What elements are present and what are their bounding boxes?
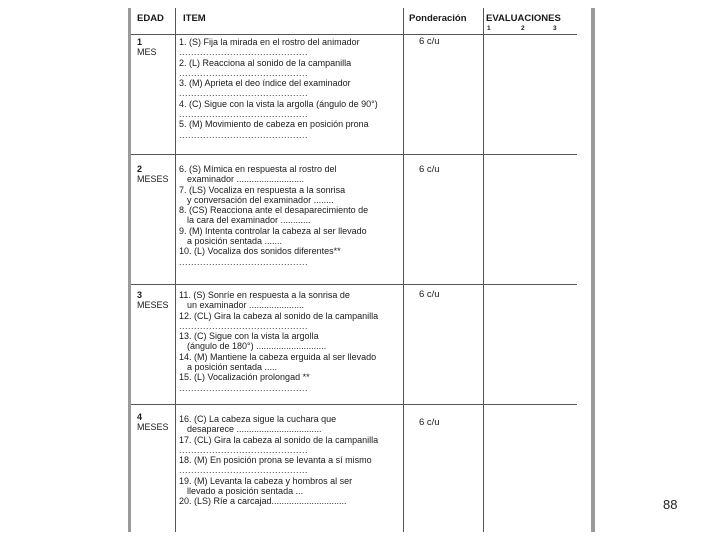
item-text: 4. (C) Sigue con la vista la argolla (ángulo de 90°) [179,98,378,109]
item-continuation: un examinador ...................... [187,300,305,311]
row-divider [131,404,577,405]
item-dots: ........................................... [179,109,309,120]
item-dots: ........................................... [179,47,309,58]
item-list [179,164,404,267]
item-text: 18. (M) En posición prona se levanta a sí mismo [179,455,372,466]
item-entry [179,435,404,456]
item-text: 8. (CS) Reacciona ante el desaparecimiento de [179,205,369,216]
item-entry [179,164,404,185]
item-entry [179,352,404,373]
item-dots: ........................................... [179,382,309,393]
item-text: 16. (C) La cabeza sigue la cuchara que [179,414,337,424]
item-text: 1. (S) Fija la mirada en el rostro del animador [179,37,360,47]
item-text: 11. (S) Sonríe en respuesta a la sonrisa de [179,290,350,300]
column-divider-ponderacion [483,8,484,532]
weight-cell: 6 c/u [419,289,440,300]
item-continuation: desaparece .................................. [187,424,322,435]
item-text: 17. (CL) Gira la cabeza al sonido de la campanilla [179,434,379,445]
item-list [179,414,404,507]
age-unit: MESES [137,174,169,184]
item-entry [179,496,404,506]
item-continuation: y conversación del examinador ........ [187,194,334,205]
item-dots: ........................................... [179,320,309,331]
item-continuation: a posición sentada ..... [187,362,278,373]
item-text: 19. (M) Levanta la cabeza y hombros al ser [179,475,353,486]
weight-cell: 6 c/u [419,164,440,175]
age-cell [137,37,157,57]
header-evaluaciones: EVALUACIONES [486,13,561,24]
header-ponderacion: Ponderación [409,13,467,24]
age-number: 2 [137,164,143,174]
age-number: 1 [137,37,143,47]
item-continuation: examinador ........................... [187,174,305,185]
item-text: 10. (L) Vocaliza dos sonidos diferentes** [179,246,341,257]
item-dots: ........................................... [179,256,309,267]
item-continuation: la cara del examinador ............ [187,215,311,226]
item-text: 6. (S) Mímica en respuesta al rostro del [179,164,337,174]
item-entry [179,311,404,332]
age-cell [137,412,169,432]
item-entry [179,37,404,58]
age-unit: MESES [137,300,169,310]
development-scale-sheet [128,8,595,532]
age-number: 3 [137,290,143,300]
item-entry [179,290,404,311]
item-entry [179,99,404,120]
item-entry [179,58,404,79]
item-entry [179,185,404,206]
item-text: 12. (CL) Gira la cabeza al sonido de la campanilla [179,310,379,321]
item-continuation: (ángulo de 180°) ............................ [187,341,327,352]
item-entry [179,372,404,393]
item-text: 5. (M) Movimiento de cabeza en posición prona [179,119,369,130]
item-text: 15. (L) Vocalización prolongad ** [179,372,310,383]
item-entry [179,78,404,99]
item-entry [179,119,404,140]
row-divider [131,154,577,155]
age-cell [137,290,169,310]
header-divider [131,34,577,35]
item-text: 13. (C) Sigue con la vista la argolla [179,331,319,342]
weight-cell: 6 c/u [419,417,440,428]
item-entry [179,246,404,267]
eval-column-2: 2 [521,25,525,32]
item-entry [179,455,404,476]
header-edad: EDAD [137,13,164,24]
item-entry [179,414,404,435]
age-cell [137,164,169,184]
item-entry [179,226,404,247]
item-dots: ........................................... [179,444,309,455]
item-list [179,37,404,140]
weight-cell: 6 c/u [419,36,440,47]
item-entry [179,331,404,352]
item-dots: ........................................... [179,67,309,78]
column-divider-edad [175,8,176,532]
item-continuation: a posición sentada ....... [187,236,283,247]
item-list [179,290,404,393]
item-text: 3. (M) Aprieta el deo índice del examinador [179,78,351,89]
item-dots: ........................................... [179,465,309,476]
header-item: ITEM [183,13,206,24]
item-text: 14. (M) Mantiene la cabeza erguida al ser llevado [179,351,377,362]
eval-column-1: 1 [487,25,491,32]
item-text: 9. (M) Intenta controlar la cabeza al ser llevado [179,225,367,236]
age-number: 4 [137,412,143,422]
age-unit: MESES [137,422,169,432]
item-dots: ........................................... [179,129,309,140]
item-entry [179,205,404,226]
item-text: 2. (L) Reacciona al sonido de la campanilla [179,57,352,68]
item-text: 20. (LS) Ríe a carcajad.............................. [179,496,347,507]
item-dots: ........................................... [179,88,309,99]
row-divider [131,284,577,285]
item-entry [179,476,404,497]
age-unit: MES [137,47,157,57]
item-continuation: llevado a posición sentada ... [187,486,304,497]
eval-column-3: 3 [553,25,557,32]
item-text: 7. (LS) Vocaliza en respuesta a la sonrisa [179,184,346,195]
page-number: 88 [663,497,678,512]
